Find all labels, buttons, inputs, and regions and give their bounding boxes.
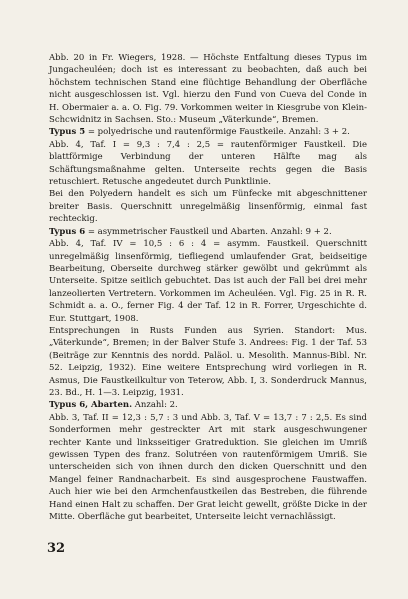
- paragraph-typus-5-text: = polyedrische und rautenförmige Faustkeile. Anzahl: 3 + 2. Abb. 4, Taf. I = 9,3 : 7,4 : 2,5 = rautenförmiger Faustkeil. Die blattförmige Verbindung der unteren Hälfte mag als Schäftungsmaßnahme gelten. Unterseite rechts gegen die Basis retuschiert. Retusche angedeutet durch Punktlinie.: [49, 127, 367, 188]
- paragraph-1: [49, 52, 367, 126]
- paragraph-entsprechungen: [49, 325, 367, 399]
- paragraph-polyeder-text: Bei den Polyedern handelt es sich um Fünfecke mit abgeschnittener breiter Basis. Querschnitt unregelmäßig linsenförmig, einmal fast rechteckig.: [49, 189, 367, 225]
- page-number: 32: [47, 541, 66, 556]
- type-heading-6-abarten: Typus 6, Abarten.: [49, 400, 133, 411]
- paragraph-typus-5: [49, 126, 367, 188]
- type-heading-6: Typus 6: [49, 226, 86, 237]
- type-heading-5: Typus 5: [49, 127, 86, 138]
- paragraph-typus-6-abarten: [49, 399, 367, 523]
- paragraph-typus-6-text: = asymmetrischer Faustkeil und Abarten. Anzahl: 9 + 2. Abb. 4, Taf. IV = 10,5 : 6 : 4 = asymm. Faustkeil. Querschnitt unregelmäßig linsenförmig, tiefliegend umlaufender Grat, beidseitige Bearbeitung, Oberseite durchweg stärker gewölbt und gekrümmt als Unterseite. Spitze seitlich gebuchtet. Das ist auch der Fall bei drei mehr lanzeolierten Vertretern. Vorkommen im Acheuléen. Vgl. Fig. 25 in R. R. Schmidt a. a. O., ferner Fig. 4 der Taf. 12 in R. Forrer, Urgeschichte d. Eur. Stuttgart, 1908.: [49, 226, 367, 324]
- paragraph-typus-6-abarten-text: Anzahl: 2. Abb. 3, Taf. II = 12,3 : 5,7 : 3 und Abb. 3, Taf. V = 13,7 : 7 : 2,5. Es sind Sonderformen mehr gestreckter Art mit stark ausgeschwungener rechter Kante und linksseitiger Gratreduktion. Sie gleichen im Umriß gewissen Typen des franz. Solutréen von rautenförmigem Umriß. Sie unterscheiden sich von ihnen durch den dicken Querschnitt und den Mangel feiner Randnacharbeit. Es sind ausgesprochene Faustwaffen. Auch hier wie bei den Armchenfaustkeilen das Bestreben, die führende Hand einen Halt zu schaffen. Der Grat leicht gewellt, größte Dicke in der Mitte. Oberfläche gut bearbeitet, Unterseite leicht vernachlässigt.: [49, 400, 367, 523]
- paragraph-typus-6: [49, 226, 367, 325]
- paragraph-1-text: Abb. 20 in Fr. Wiegers, 1928. — Höchste Entfaltung dieses Typus im Jungacheuléen; doch ist es interessant zu beobachten, daß auch bei höchstem technischen Stand eine flüchtige Behandlung der Oberfläche nicht ausgeschlossen ist. Vgl. hierzu den Fund von Cueva del Conde in H. Obermaier a. a. O. Fig. 79. Vorkommen weiter in Kiesgrube von Klein-Schcwidnitz in Sachsen. Sto.: Museum „Väterkunde“, Bremen.: [49, 53, 367, 126]
- paragraph-polyeder: [49, 188, 367, 225]
- paragraph-entsprechungen-text: Entsprechungen in Rusts Funden aus Syrien. Standort: Mus. „Väterkunde“, Bremen; in der Balver Stufe 3. Andrees: Fig. 1 der Taf. 53 (Beiträge zur Kenntnis des nordd. Paläol. u. Mesolith. Mannus-Bibl. Nr. 52. Leipzig, 1932). Eine weitere Entsprechung wird vorliegen in R. Asmus, Die Faustkeilkultur von Teterow, Abb. I, 3. Sonderdruck Mannus, 23. Bd., H. 1—3. Leipzig, 1931.: [49, 325, 367, 398]
- text-body: [49, 52, 367, 523]
